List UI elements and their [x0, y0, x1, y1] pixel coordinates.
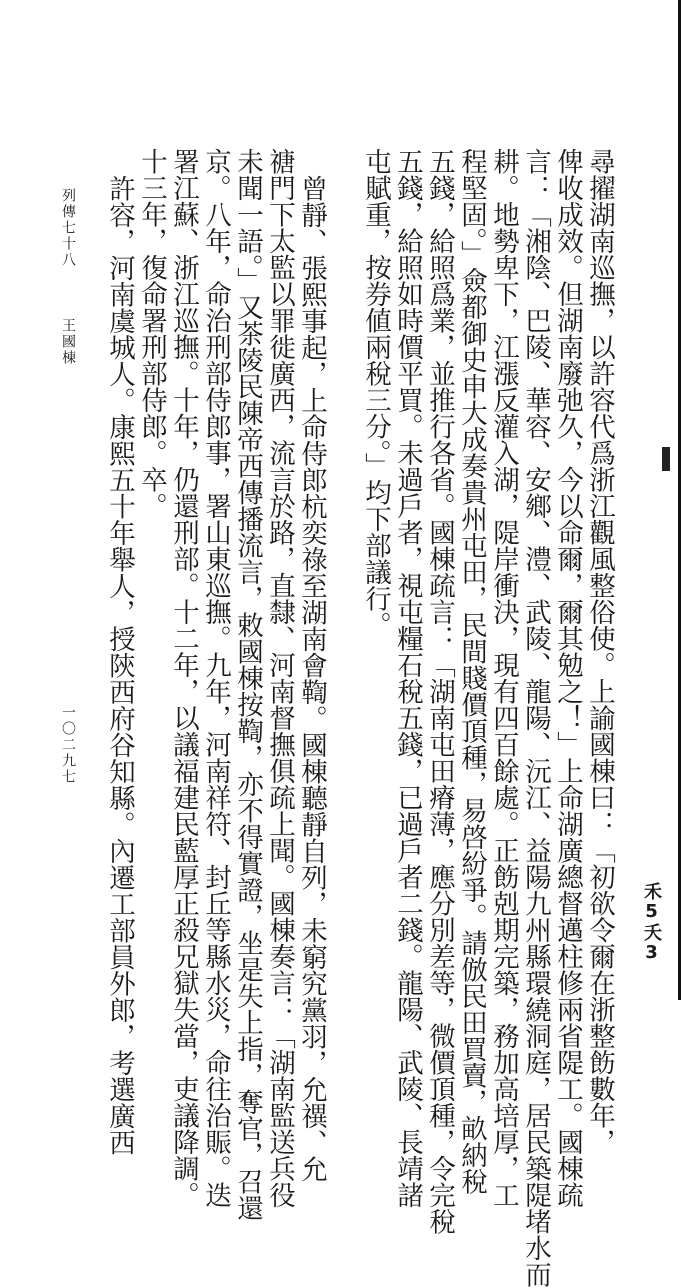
- text-column-11: 未聞一語。」又茶陵民陳帝西傳播流言，敕國棟按鞫，亦不得實證，坐是失上指，奪官，召還: [232, 148, 263, 1222]
- text-column-1: 尋擢湖南巡撫，以許容代爲浙江觀風整俗使。上諭國棟曰：「初欲令爾在浙整飭數年，: [584, 148, 615, 1155]
- text-column-6: 五錢，給照爲業，並推行各省。國棟疏言：「湖南屯田瘠薄，應分別差等，微價頂種，令完稅: [424, 148, 455, 1235]
- margin-annotation: 禾5夭3: [641, 882, 662, 964]
- text-column-5: 程堅固。」僉都御史申大成奏貴州屯田，民間賤價頂種，易啓紛爭。請倣民田買賣，畝納稅: [456, 148, 487, 1195]
- text-column-13: 署江蘇、浙江巡撫。十年，仍還刑部。十二年，以議福建民藍厚正殺兄獄失當，吏議降調。: [168, 148, 199, 1208]
- text-column-8: 屯賦重，按券値兩稅三分。」均下部議行。: [360, 148, 391, 639]
- text-column-3: 言：「湘陰、巴陵、華容、安鄉、澧、武陵、龍陽、沅江、益陽九州縣環繞洞庭，居民築隄堵水而: [520, 148, 551, 1288]
- text-column-4: 耕。地勢卑下，江漲反灌入湖，隄岸衝決，現有四百餘處。正飭剋期完築，務加高培厚，工: [488, 148, 519, 1208]
- text-column-15: 許容，河南虞城人。康熙五十年舉人，授陝西府谷知縣。內遷工部員外郎，考選廣西: [104, 175, 135, 1156]
- page-number: 一〇二九七: [60, 705, 76, 785]
- running-head-name: 王國棟: [60, 318, 76, 366]
- scan-edge-mark: [662, 447, 670, 471]
- text-column-12: 京。八年，命治刑部侍郎事，署山東巡撫。九年，河南祥符、封丘等縣水災，命往治賑。迭: [200, 148, 231, 1208]
- text-column-9: 曾靜、張熙事起，上命侍郎杭奕祿至湖南會鞫。國棟聽靜自列，未窮究黨羽，允禩、允: [296, 175, 327, 1182]
- running-head-section: 列傳七十八: [60, 188, 76, 268]
- text-column-14: 十三年，復命署刑部侍郎。卒。: [136, 148, 167, 519]
- text-column-10: 禟門下太監以罪徙廣西，流言於路，直隸、河南督撫俱疏上聞。國棟奏言：「湖南監送兵役: [264, 148, 295, 1208]
- text-column-7: 五錢，給照如時價平買。未過戶者，視屯糧石稅五錢，已過戶者二錢。龍陽、武陵、長靖諸: [392, 148, 423, 1208]
- text-column-2: 俾收成效。但湖南廢弛久，今以命爾，爾其勉之！」上命湖廣總督邁柱修兩省隄工。國棟疏: [552, 148, 583, 1208]
